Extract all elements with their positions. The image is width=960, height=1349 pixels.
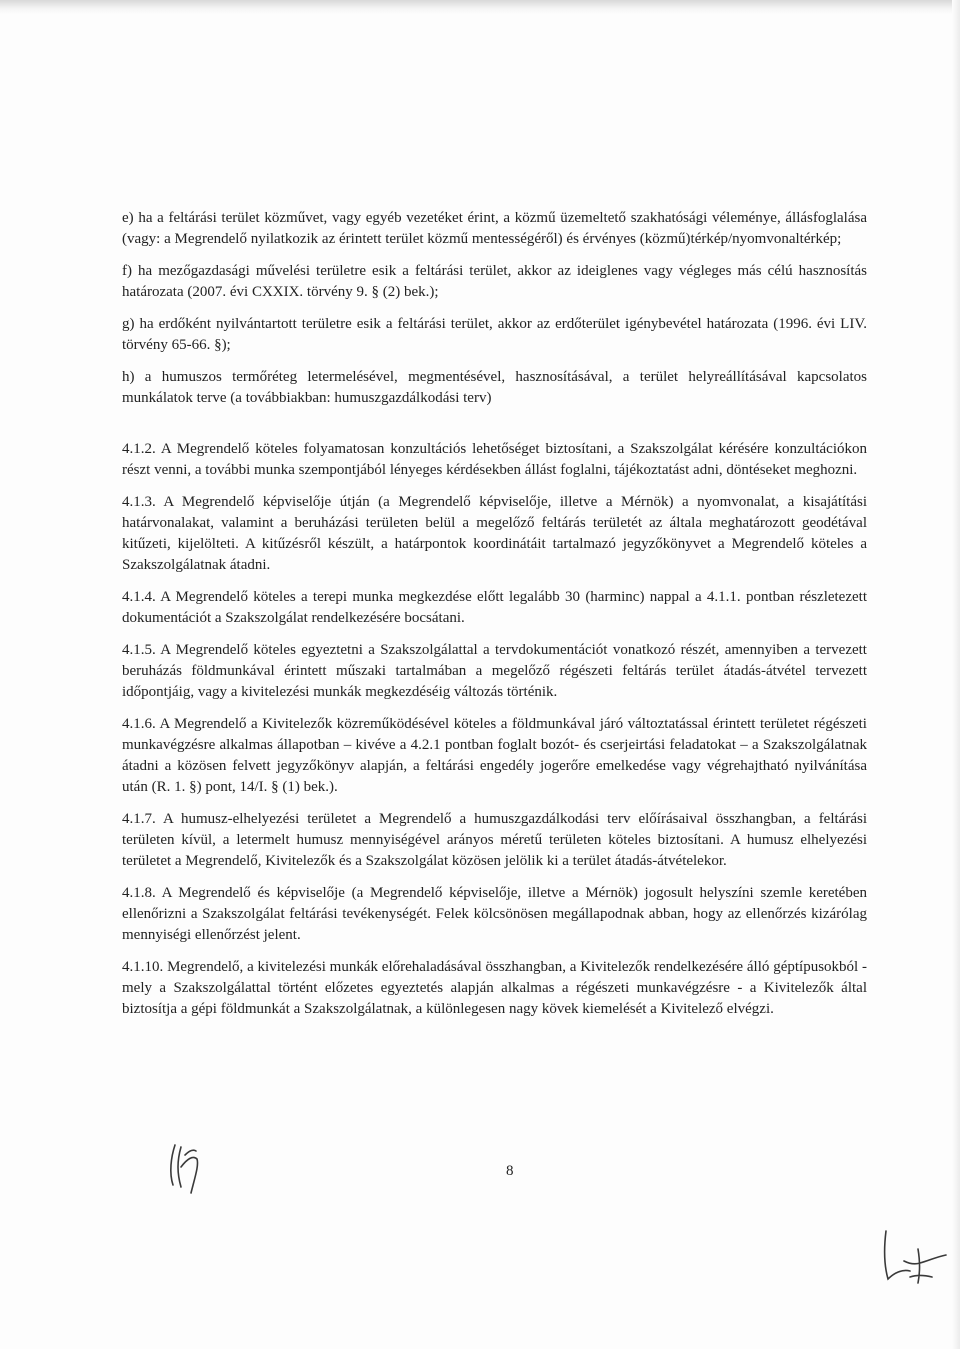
list-item-g: g) ha erdőként nyilvántartott területre esik a feltárási terület, akkor az erdőterület igénybevétel határozata (1996. évi LIV. törvény 65-66. §); xyxy=(122,316,867,353)
signature-initials-right xyxy=(880,1225,960,1285)
section-text: A Megrendelő köteles a terepi munka megkezdése előtt legalább 30 (harminc) nappal a 4.1.1. pontban részletezett dokumentációt a Szakszolgálat rendelkezésére bocsátani. xyxy=(122,589,867,626)
section-text: A Megrendelő és képviselője (a Megrendelő képviselője, illetve a Mérnök) jogosult helyszíni szemle keretében ellenőrizni a Szakszolgálat feltárási tevékenységét. Felek kölcsönösen megállapodnak abban, hogy az ellenőrzés kizárólag mennyiségi ellenőrzést jelent. xyxy=(122,885,867,943)
section-text: A Megrendelő a Kivitelezők közreműködésével köteles a földmunkával járó változtatással érintett területet régészeti munkavégzésre alkalmas állapotban – kivéve a 4.2.1 pontban foglalt bozót- és cserjeirtási feladatokat – a Szakszolgálatnak átadni a közösen felvett jegyzőkönyv alapján, a feltárási engedély jogerőre emelkedése vagy végrehajtható nyilvánítása után (R. 1. §) pont, 14/I. § (1) bek.). xyxy=(122,716,867,795)
section-number: 4.1.6. xyxy=(122,716,156,732)
section-number: 4.1.7. xyxy=(122,811,156,827)
section-4-1-8 xyxy=(122,883,867,946)
section-number: 4.1.2. xyxy=(122,441,156,457)
section-number: 4.1.4. xyxy=(122,589,156,605)
section-number: 4.1.3. xyxy=(122,494,156,510)
section-text: A Megrendelő képviselője útján (a Megrendelő képviselője, illetve a Mérnök) a nyomvonalat, a kisajátítási határvonalakat, valamint a beruházási területen belül a megelőző feltárás területét az általa meghatározott geodétával kitűzeti, kijelölteti. A kitűzésről készült, a határpontok koordinátáit tartalmazó jegyzőkönyvet a Megrendelő köteles a Szakszolgálatnak átadni. xyxy=(122,494,867,573)
section-4-1-4 xyxy=(122,587,867,629)
section-4-1-6 xyxy=(122,714,867,798)
scan-shadow-right xyxy=(952,0,960,1349)
section-number: 4.1.10. xyxy=(122,959,164,975)
section-text: A Megrendelő köteles egyeztetni a Szakszolgálattal a tervdokumentációt vonatkozó részét, amennyiben a tervezett beruházás földmunkával érintett műszaki tartalmában a megelőző régészeti feltárás terület átadás-átvétel tervezett időpontjáig, vagy a kivitelezési munkák megkezdéséig változás történik. xyxy=(122,642,867,700)
list-item-h: h) a humuszos termőréteg letermelésével, megmentésével, hasznosításával, a terület helyreállításával kapcsolatos munkálatok terve (a továbbiakban: humuszgazdálkodási terv) xyxy=(122,369,867,406)
section-text: A humusz-elhelyezési területet a Megrendelő a humuszgazdálkodási terv előírásaival összhangban, a feltárási területen kívül, a letermelt humusz mennyiségével arányos méretű területen köteles biztosítani. A humusz elhelyezési területet a Megrendelő, Kivitelezők és a Szakszolgálat közösen jelölik ki a terület átadás-átvételekor. xyxy=(122,811,867,869)
section-4-1-2 xyxy=(122,439,867,481)
list-item-f: f) ha mezőgazdasági művelési területre esik a feltárási terület, akkor az ideiglenes vagy végleges más célú hasznosítás határozata (2007. évi CXXIX. törvény 9. § (2) bek.); xyxy=(122,263,867,300)
scan-shadow-top xyxy=(0,0,960,14)
section-number: 4.1.8. xyxy=(122,885,156,901)
section-text: Megrendelő, a kivitelezési munkák előrehaladásával összhangban, a Kivitelezők rendelkezésére álló géptípusokból - mely a Szakszolgálattal történt előzetes egyeztetés alapján alkalmas a régészeti munkavégzésre - a Kivitelezők által biztosítja a gépi földmunkát a Szakszolgálatnak, a különlegesen nagy kövek kiemelését a Kivitelező elvégzi. xyxy=(122,959,867,1017)
page-number: 8 xyxy=(506,1163,514,1179)
section-4-1-7 xyxy=(122,809,867,872)
section-text: A Megrendelő köteles folyamatosan konzultációs lehetőséget biztosítani, a Szakszolgálat kérésére konzultációkon részt venni, a további munka szempontjából lényeges kérdésekben állást foglalni, tájékoztatást adni, döntéseket meghozni. xyxy=(122,441,867,478)
section-number: 4.1.5. xyxy=(122,642,156,658)
document-body xyxy=(122,208,867,1031)
section-4-1-3 xyxy=(122,492,867,576)
list-item-e: e) ha a feltárási terület közművet, vagy egyéb vezetéket érint, a közmű üzemeltető szakhatósági véleménye, állásfoglalása (vagy: a Megrendelő nyilatkozik az érintett terület közmű mentességéről) és érvényes (közmű)térkép/nyomvonaltérkép; xyxy=(122,210,867,247)
section-4-1-10 xyxy=(122,957,867,1020)
section-4-1-5 xyxy=(122,640,867,703)
signature-initials-left xyxy=(163,1137,223,1197)
